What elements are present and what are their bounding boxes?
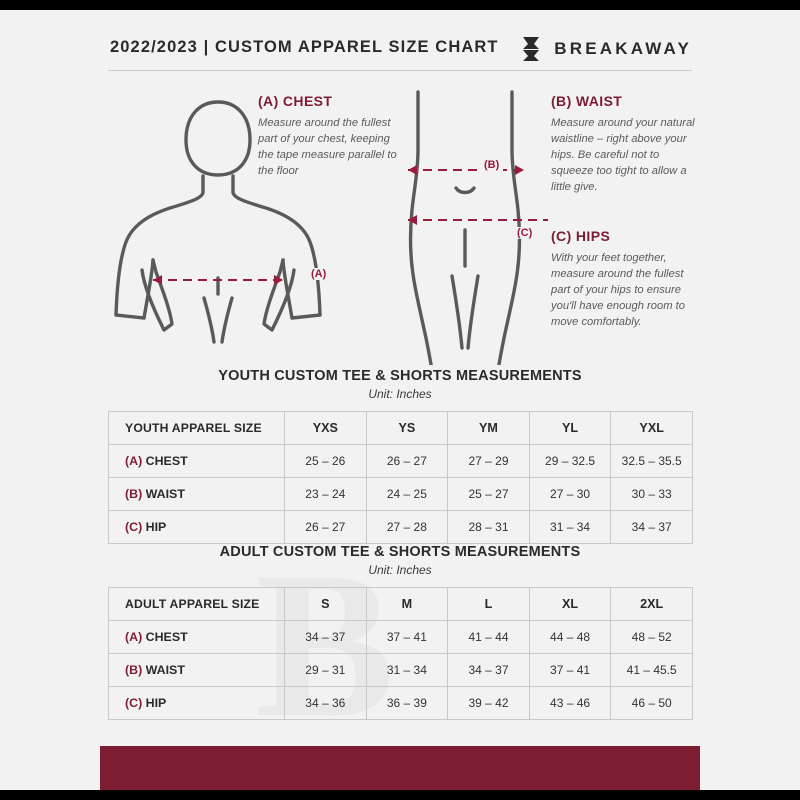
note-waist-body: Measure around your natural waistline – right above your hips. Be careful not to squeeze too tight to allow a little give. [551,117,695,193]
table-row [109,621,693,654]
cell: 31 – 34 [366,654,448,687]
adult-col-header-m: M [366,588,448,621]
cell: 44 – 48 [529,621,611,654]
cell: 34 – 37 [611,511,693,544]
row-tag-c: (C) [125,520,143,534]
table-row [109,478,693,511]
document-header [0,10,800,78]
cell: 46 – 50 [611,687,693,720]
adult-col-header-xl: XL [529,588,611,621]
cell: 37 – 41 [366,621,448,654]
adult-col-header-2xl: 2XL [611,588,693,621]
cell: 34 – 37 [448,654,530,687]
row-tag-b: (B) [125,663,143,677]
table-row [109,687,693,720]
cell: 25 – 26 [285,445,367,478]
cell: 24 – 25 [366,478,448,511]
cell: 26 – 27 [366,445,448,478]
diagram-label-chest: (A) [307,268,330,280]
row-label-hip: HIP [145,696,167,710]
youth-col-header-yxl: YXL [611,412,693,445]
youth-col-header-ys: YS [366,412,448,445]
cell: 48 – 52 [611,621,693,654]
adult-col-header-label: ADULT APPAREL SIZE [109,588,285,621]
table-row [109,654,693,687]
cell: 39 – 42 [448,687,530,720]
youth-row-label-hip [109,511,285,544]
cell: 27 – 28 [366,511,448,544]
row-label-waist: WAIST [145,663,185,677]
diagram-label-waist: (B) [480,159,503,171]
size-chart-sheet [0,10,800,790]
adult-row-label-waist [109,654,285,687]
row-label-chest: CHEST [145,454,188,468]
measurement-diagram [108,80,695,365]
youth-col-header-yxs: YXS [285,412,367,445]
note-hips [551,228,701,331]
cell: 28 – 31 [448,511,530,544]
youth-section [108,368,692,544]
table-row [109,511,693,544]
table-header-row [109,412,693,445]
row-label-waist: WAIST [145,487,185,501]
table-row [109,445,693,478]
cell: 36 – 39 [366,687,448,720]
footer-accent-bar [100,746,700,790]
youth-row-label-waist [109,478,285,511]
header-divider [108,70,692,71]
adult-row-label-hip [109,687,285,720]
breakaway-b-logo-icon [520,36,542,62]
adult-section [108,544,692,720]
row-tag-b: (B) [125,487,143,501]
note-hips-body: With your feet together, measure around the fullest part of your hips to ensure you'll have enough room to move comfortably. [551,252,685,328]
row-label-chest: CHEST [145,630,188,644]
cell: 37 – 41 [529,654,611,687]
cell: 41 – 45.5 [611,654,693,687]
row-tag-c: (C) [125,696,143,710]
cell: 27 – 29 [448,445,530,478]
cell: 29 – 31 [285,654,367,687]
cell: 23 – 24 [285,478,367,511]
adult-title: ADULT CUSTOM TEE & SHORTS MEASUREMENTS [219,544,581,560]
diagram-label-hips: (C) [513,227,536,239]
cell: 27 – 30 [529,478,611,511]
youth-col-header-yl: YL [529,412,611,445]
cell: 34 – 36 [285,687,367,720]
cell: 25 – 27 [448,478,530,511]
note-chest-body: Measure around the fullest part of your chest, keeping the tape measure parallel to the floor [258,117,397,177]
cell: 43 – 46 [529,687,611,720]
cell: 32.5 – 35.5 [611,445,693,478]
row-tag-a: (A) [125,454,143,468]
adult-size-table [108,587,693,720]
adult-unit: Unit: Inches [368,563,432,577]
cell: 34 – 37 [285,621,367,654]
adult-col-header-l: L [448,588,530,621]
brand-name: BREAKAWAY [554,39,692,58]
row-tag-a: (A) [125,630,143,644]
youth-col-header-label: YOUTH APPAREL SIZE [109,412,285,445]
note-hips-title: (C) HIPS [551,228,611,244]
adult-col-header-s: S [285,588,367,621]
cell: 41 – 44 [448,621,530,654]
note-waist-title: (B) WAIST [551,93,623,109]
cell: 26 – 27 [285,511,367,544]
cell: 29 – 32.5 [529,445,611,478]
youth-col-header-ym: YM [448,412,530,445]
adult-row-label-chest [109,621,285,654]
youth-row-label-chest [109,445,285,478]
brand-lockup [520,36,692,62]
row-label-hip: HIP [145,520,167,534]
note-chest-title: (A) CHEST [258,93,333,109]
youth-unit: Unit: Inches [368,387,432,401]
cell: 31 – 34 [529,511,611,544]
youth-title: YOUTH CUSTOM TEE & SHORTS MEASUREMENTS [218,368,582,384]
cell: 30 – 33 [611,478,693,511]
youth-size-table [108,411,693,544]
note-chest [258,93,398,180]
page-title: 2022/2023 | CUSTOM APPAREL SIZE CHART [110,38,499,56]
table-header-row [109,588,693,621]
note-waist [551,93,696,196]
